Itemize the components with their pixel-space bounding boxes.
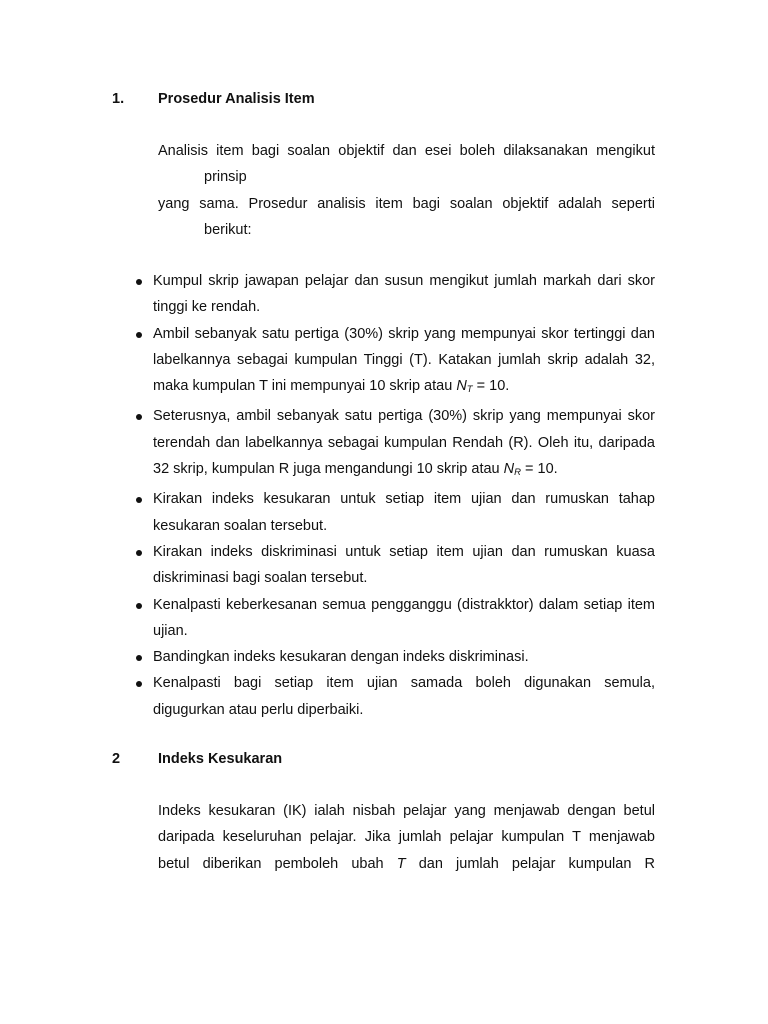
section-2-title: Indeks Kesukaran	[158, 751, 283, 767]
subscript: R	[514, 467, 521, 479]
paragraph-line: daripada keseluruhan pelajar. Jika jumlah pelajar kumpulan T menjawab	[158, 829, 655, 846]
section-1-title: Prosedur Analisis Item	[158, 91, 315, 107]
list-item: Seterusnya, ambil sebanyak satu pertiga (30%) skrip yang mempunyai skor terendah dan labelkannya sebagai kumpulan Rendah (R). Oleh itu, daripada 32 skrip, kumpulan R juga mengandungi 10 skrip atau $N_R = 10$.	[153, 403, 655, 486]
section-2-heading	[112, 751, 282, 767]
list-item: Kirakan indeks diskriminasi untuk setiap item ujian dan rumuskan kuasa diskriminasi bagi soalan tersebut.	[153, 539, 655, 592]
intro-line: prinsip	[204, 169, 247, 186]
intro-line: yang sama. Prosedur analisis item bagi soalan objektif adalah seperti	[158, 195, 655, 212]
bullet-icon	[136, 414, 142, 420]
bullet-icon	[136, 681, 142, 687]
bullet-icon	[136, 279, 142, 285]
variable-n: N	[456, 378, 467, 395]
subscript: T	[466, 384, 473, 396]
list-item: Kenalpasti bagi setiap item ujian samada boleh digunakan semula, digugurkan atau perlu diperbaiki.	[153, 670, 655, 723]
list-item: Kirakan indeks kesukaran untuk setiap item ujian dan rumuskan tahap kesukaran soalan tersebut.	[153, 486, 655, 539]
paragraph-line: Indeks kesukaran (IK) ialah nisbah pelajar yang menjawab dengan betul	[158, 803, 655, 819]
bullet-icon	[136, 603, 142, 609]
variable-n: N	[503, 461, 515, 478]
section-1-number: 1.	[112, 91, 125, 107]
bullet-icon	[136, 332, 142, 338]
list-item: Ambil sebanyak satu pertiga (30%) skrip yang mempunyai skor tertinggi dan labelkannya sebagai kumpulan Tinggi (T). Katakan jumlah skrip adalah 32, maka kumpulan T ini mempunyai 10 skrip atau $N_T = 10$.	[153, 321, 655, 404]
list-item: Kumpul skrip jawapan pelajar dan susun mengikut jumlah markah dari skor tinggi ke rendah.	[153, 268, 655, 321]
bullet-icon	[136, 550, 142, 556]
section-2-number: 2	[112, 751, 121, 767]
paragraph-line: betul diberikan pemboleh ubah T dan jumlah pelajar kumpulan R	[158, 855, 656, 872]
section-2-paragraph	[158, 798, 655, 877]
section-1-intro	[158, 138, 655, 243]
intro-line: Analisis item bagi soalan objektif dan esei boleh dilaksanakan mengikut	[158, 143, 655, 159]
list-item: Kenalpasti keberkesanan semua pengganggu (distrakktor) dalam setiap item ujian.	[153, 592, 655, 645]
section-1-heading	[112, 91, 315, 107]
bullet-icon	[136, 655, 142, 661]
variable-t: T	[396, 855, 406, 872]
procedure-list	[0, 268, 768, 723]
bullet-icon	[136, 497, 142, 503]
intro-line: berikut:	[204, 221, 252, 238]
list-item: Bandingkan indeks kesukaran dengan indeks diskriminasi.	[153, 644, 655, 670]
